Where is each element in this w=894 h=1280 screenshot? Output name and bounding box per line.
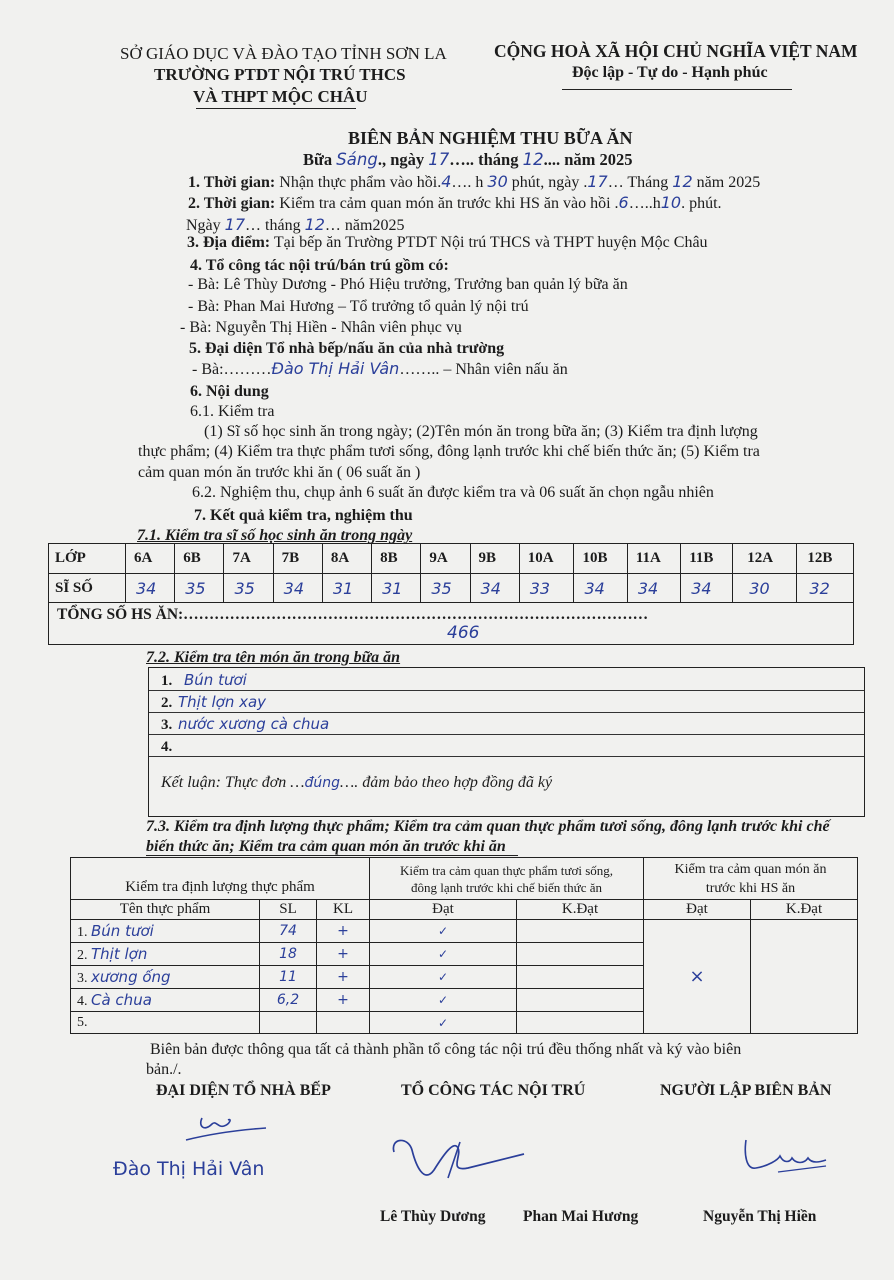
dish-divider [149,690,864,691]
fresh-food-header-line-1: Kiểm tra cảm quan thực phẩm tươi sống, [399,862,614,878]
item-6-1-para-3: cảm quan món ăn trước khi ăn ( 06 suất ăn ) [138,464,421,481]
class-cell: 8A [322,544,371,574]
food-number: 1. [77,924,88,940]
count-cell: 34 [470,574,519,603]
kdat-header-2: K.Đạt [751,900,858,920]
food-kl [317,1012,370,1034]
food-name-cell [71,1012,260,1034]
item-1-minute: 30 [487,172,508,191]
item-2-date-label: Ngày [186,217,221,234]
country-name: CỘNG HOÀ XÃ HỘI CHỦ NGHĨA VIỆT NAM [494,41,858,61]
total-cell [49,603,854,645]
food-header-row-1 [71,858,858,900]
section-7-3-underline [146,855,518,856]
quantity-group-header: Kiểm tra định lượng thực phẩm [71,858,370,900]
count-cell: 31 [322,574,371,603]
class-cell: 9A [421,544,470,574]
total-label: TỔNG SỐ HS ĂN:……………………………………………………………………………… [57,606,649,623]
dish-4 [161,737,172,756]
class-cell: 6B [175,544,224,574]
day-value: 17 [428,150,450,169]
kitchen-rep-title: ĐẠI DIỆN TỔ NHÀ BẾP [156,1082,331,1099]
kitchen-rep-prefix: - Bà:……… [192,361,272,378]
dat-header-2: Đạt [644,900,751,920]
food-name: Cà chua [91,990,152,1009]
item-2-day: 17 [224,215,246,234]
food-kl: + [317,966,370,989]
item-1 [188,172,760,192]
class-cell: 12A [733,544,797,574]
item-6-1-para-2: thực phẩm; (4) Kiểm tra thực phẩm tươi sống, đông lạnh trước khi chế biến thức ăn; (5) Kiểm tra [138,443,760,460]
item-5-label: 5. Đại diện Tổ nhà bếp/nấu ăn của nhà trường [189,340,505,357]
food-number: 2. [77,947,88,963]
food-sl [260,1012,317,1034]
item-3 [187,234,708,252]
page-title: BIÊN BẢN NGHIỆM THU BỮA ĂN [348,128,633,148]
item-1-text: Nhận thực phẩm vào hồi. [279,174,442,191]
item-1-month-label: … Tháng [607,174,669,191]
day-label: ., ngày [377,150,425,169]
food-kdat [517,1012,644,1034]
dish-3 [161,715,329,734]
dish-name: Thịt lợn xay [178,693,267,711]
section-7-2-title: 7.2. Kiểm tra tên món ăn trong bữa ăn [146,649,401,666]
kitchen-rep-signature [180,1108,270,1144]
count-cell: 34 [126,574,175,603]
member-2: - Bà: Phan Mai Hương – Tổ trưởng tổ quản lý nội trú [188,298,529,315]
count-cell: 34 [574,574,627,603]
class-cell: 10B [574,544,627,574]
item-3-label: 3. Địa điểm: [187,234,271,251]
food-number: 5. [77,1015,88,1030]
food-check-table [70,857,858,1034]
item-2-year: … năm2025 [324,217,405,234]
class-cell: 11A [627,544,680,574]
boarding-team-signature [388,1132,528,1192]
item-6-1: 6.1. Kiểm tra [190,403,275,420]
food-name-header: Tên thực phẩm [71,900,260,920]
item-2-date [186,215,404,235]
dish-number: 1. [161,673,173,689]
dish-check-group-header [644,858,858,900]
meal-line [303,150,633,170]
dat-header: Đạt [370,900,517,920]
count-cell: 34 [681,574,733,603]
count-row [49,574,854,603]
year-label: .... năm 2025 [543,150,633,169]
dish-check-header-line-2: trước khi HS ăn [705,880,796,896]
fresh-food-group-header [370,858,644,900]
menu-conclusion [161,774,552,792]
item-2-h: …..h [628,195,661,212]
dish-name: Bún tươi [184,671,247,689]
count-cell: 33 [519,574,574,603]
food-dat: ✓ [370,943,517,966]
class-cell: 6A [126,544,175,574]
dept-name: SỞ GIÁO DỤC VÀ ĐÀO TẠO TỈNH SƠN LA [120,44,447,63]
closing-line-2: bản./. [146,1061,182,1078]
item-1-day-label: phút, ngày . [511,174,588,191]
right-header-underline [562,89,792,90]
dish-number: 4. [161,739,173,755]
food-kl: + [317,989,370,1012]
dish-divider [149,712,864,713]
class-cell: 11B [681,544,733,574]
class-row [49,544,854,574]
month-label: ….. tháng [449,150,519,169]
food-header-row-2 [71,900,858,920]
section-7-3-title-2: biến thức ăn; Kiểm tra cảm quan món ăn trước khi ăn [146,838,506,855]
item-1-hour: 4 [441,172,452,191]
item-2-label: 2. Thời gian: [188,195,276,212]
item-7-label: 7. Kết quả kiểm tra, nghiệm thu [194,507,413,524]
item-2-hour: 6 [618,193,629,212]
food-kdat [517,989,644,1012]
count-cell: 35 [421,574,470,603]
count-cell: 32 [797,574,854,603]
item-6-1-para-1: (1) Sĩ số học sinh ăn trong ngày; (2)Tên món ăn trong bữa ăn; (3) Kiểm tra định lượng [204,423,758,440]
item-1-year: năm 2025 [696,174,761,191]
member-1: - Bà: Lê Thùy Dương - Phó Hiệu trưởng, Trưởng ban quản lý bữa ăn [188,276,628,293]
food-name-cell [71,920,260,943]
item-2-text: Kiểm tra cảm quan món ăn trước khi HS ăn vào hồi . [279,195,619,212]
class-cell: 7A [224,544,273,574]
food-name-cell [71,989,260,1012]
class-cell: 8B [372,544,421,574]
dish-1 [161,671,247,690]
food-sl: 6,2 [260,989,317,1012]
food-dat: ✓ [370,966,517,989]
count-cell: 30 [733,574,797,603]
item-1-month: 12 [672,172,693,191]
food-dat: ✓ [370,920,517,943]
item-2-minute: 10 [660,193,682,212]
class-cell: 12B [797,544,854,574]
section-7-3-title-1: 7.3. Kiểm tra định lượng thực phẩm; Kiểm tra cảm quan thực phẩm tươi sống, đông lạnh trước khi chế [146,818,830,835]
sl-header: SL [260,900,317,920]
preparer-title: NGƯỜI LẬP BIÊN BẢN [660,1082,832,1099]
class-cell: 10A [519,544,574,574]
food-name: Bún tươi [91,921,154,940]
food-name-cell [71,966,260,989]
dish-dat-cell: × [644,920,751,1034]
kitchen-rep [192,359,568,379]
item-2 [188,193,722,213]
count-cell: 34 [627,574,680,603]
count-cell: 31 [372,574,421,603]
total-value: 466 [447,623,480,643]
food-sl: 74 [260,920,317,943]
food-kl: + [317,943,370,966]
kitchen-rep-name: Đào Thị Hải Vân [271,359,400,378]
kitchen-rep-signed-name: Đào Thị Hải Vân [113,1158,265,1180]
class-cell: 7B [273,544,322,574]
item-1-h: …. h [451,174,484,191]
food-dat: ✓ [370,989,517,1012]
dish-kdat-cell [751,920,858,1034]
item-2-month-label: … tháng [245,217,301,234]
food-row [71,920,858,943]
left-header-underline [196,108,356,109]
count-cell: 34 [273,574,322,603]
signer-name-le-thuy-duong: Lê Thùy Dương [380,1208,486,1225]
food-kdat [517,966,644,989]
food-name: xương ống [91,967,171,986]
meal-prefix: Bữa [303,150,333,169]
item-6-2: 6.2. Nghiệm thu, chụp ảnh 6 suất ăn được kiểm tra và 06 suất ăn chọn ngẫu nhiên [192,484,714,501]
count-cell: 35 [224,574,273,603]
item-1-day: 17 [587,172,608,191]
preparer-signature [738,1134,834,1180]
food-kl: + [317,920,370,943]
food-name: Thịt lợn [91,944,148,963]
signer-name-phan-mai-huong: Phan Mai Hương [523,1208,639,1225]
item-2-phut: . phút. [681,195,722,212]
closing-line-1: Biên bản được thông qua tất cả thành phần tổ công tác nội trú đều thống nhất và ký vào biên [150,1041,742,1058]
kitchen-rep-suffix: …….. – Nhân viên nấu ăn [399,361,568,378]
boarding-team-title: TỔ CÔNG TÁC NỘI TRÚ [401,1082,586,1099]
dish-divider [149,756,864,757]
count-row-label: SĨ SỐ [49,574,126,603]
section-7-1-title: 7.1. Kiểm tra sĩ số học sinh ăn trong ngày [137,527,413,544]
motto: Độc lập - Tự do - Hạnh phúc [572,64,768,81]
dish-number: 3. [161,717,173,733]
dish-box [148,667,865,817]
signer-name-nguyen-thi-hien: Nguyễn Thị Hiền [703,1208,817,1225]
dish-check-header-line-1: Kiểm tra cảm quan món ăn [674,861,827,877]
food-number: 3. [77,970,88,986]
food-name-cell [71,943,260,966]
food-number: 4. [77,993,88,1009]
item-2-month: 12 [304,215,325,234]
class-row-label: LỚP [49,544,126,574]
kl-header: KL [317,900,370,920]
month-value: 12 [522,150,544,169]
member-3: - Bà: Nguyễn Thị Hiền - Nhân viên phục vụ [180,319,462,336]
kdat-header: K.Đạt [517,900,644,920]
total-row [49,603,854,645]
food-kdat [517,920,644,943]
dish-number: 2. [161,695,173,711]
conclusion-suffix: …. đảm bảo theo hợp đồng đã ký [340,774,553,791]
item-1-label: 1. Thời gian: [188,174,276,191]
school-name-line1: TRƯỜNG PTDT NỘI TRÚ THCS [154,65,406,84]
class-cell: 9B [470,544,519,574]
food-sl: 11 [260,966,317,989]
item-4-label: 4. Tổ công tác nội trú/bán trú gồm có: [190,257,449,274]
dish-divider [149,734,864,735]
conclusion-value: đúng [304,775,341,791]
dish-2 [161,693,266,712]
meal-value: Sáng [336,150,378,169]
class-count-table [48,543,854,645]
school-name-line2: VÀ THPT MỘC CHÂU [193,87,368,106]
fresh-food-header-line-2: đông lạnh trước khi chế biến thức ăn [411,879,602,895]
food-sl: 18 [260,943,317,966]
count-cell: 35 [175,574,224,603]
food-dat: ✓ [370,1012,517,1034]
conclusion-text: Kết luận: Thực đơn … [161,774,305,791]
item-6-label: 6. Nội dung [190,383,269,400]
dish-name: nước xương cà chua [178,715,330,733]
item-3-text: Tại bếp ăn Trường PTDT Nội trú THCS và THPT huyện Mộc Châu [273,234,708,251]
food-kdat [517,943,644,966]
